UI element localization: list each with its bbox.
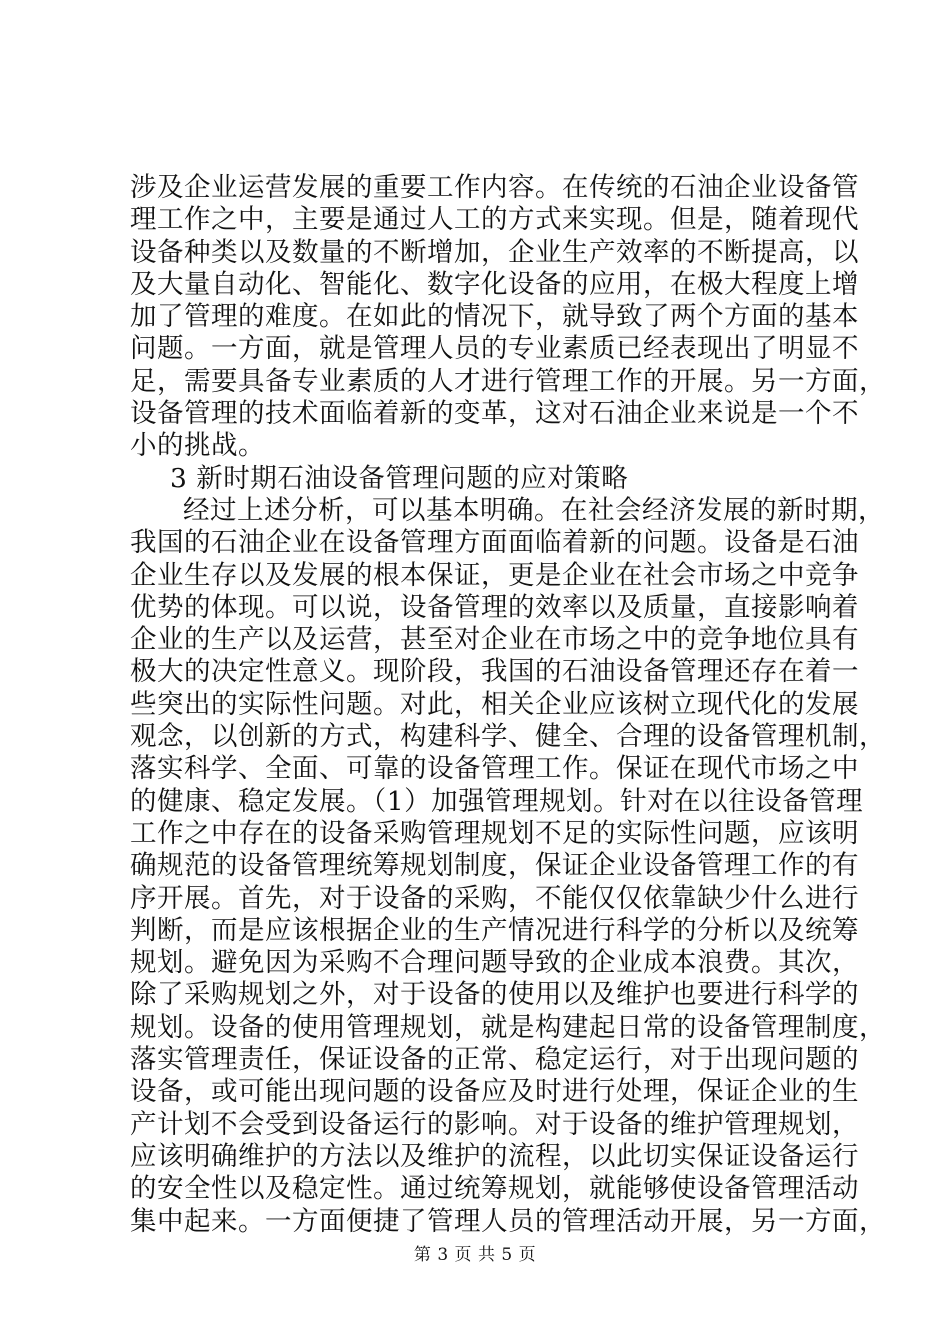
text-line: 规划。避免因为采购不合理问题导致的企业成本浪费。其次， bbox=[130, 947, 859, 979]
text-line: 的健康、稳定发展。（1）加强管理规划。针对在以往设备管理 bbox=[130, 785, 864, 817]
text-line: 集中起来。一方面便捷了管理人员的管理活动开展，另一方面， bbox=[130, 1205, 886, 1237]
text-line: 问题。一方面，就是管理人员的专业素质已经表现出了明显不 bbox=[130, 333, 859, 365]
text-line: 优势的体现。可以说，设备管理的效率以及质量，直接影响着 bbox=[130, 591, 859, 623]
text-line: 小的挑战。 bbox=[130, 430, 265, 462]
text-line: 及大量自动化、智能化、数字化设备的应用，在极大程度上增 bbox=[130, 268, 859, 300]
text-line: 确规范的设备管理统筹规划制度，保证企业设备管理工作的有 bbox=[130, 850, 859, 882]
text-line: 加了管理的难度。在如此的情况下，就导致了两个方面的基本 bbox=[130, 301, 859, 333]
text-line: 落实科学、全面、可靠的设备管理工作。保证在现代市场之中 bbox=[130, 753, 859, 785]
text-line: 产计划不会受到设备运行的影响。对于设备的维护管理规划， bbox=[130, 1108, 859, 1140]
text-line: 工作之中存在的设备采购管理规划不足的实际性问题，应该明 bbox=[130, 817, 859, 849]
text-line: 落实管理责任，保证设备的正常、稳定运行，对于出现问题的 bbox=[130, 1044, 859, 1076]
text-line: 些突出的实际性问题。对此，相关企业应该树立现代化的发展 bbox=[130, 688, 859, 720]
text-line: 序开展。首先，对于设备的采购，不能仅仅依靠缺少什么进行 bbox=[130, 882, 859, 914]
text-line: 除了采购规划之外，对于设备的使用以及维护也要进行科学的 bbox=[130, 979, 859, 1011]
text-line: 的安全性以及稳定性。通过统筹规划，就能够使设备管理活动 bbox=[130, 1173, 859, 1205]
text-line: 企业的生产以及运营，甚至对企业在市场之中的竞争地位具有 bbox=[130, 624, 859, 656]
page-number-footer: 第 3 页 共 5 页 bbox=[413, 1245, 537, 1265]
text-line: 足，需要具备专业素质的人才进行管理工作的开展。另一方面， bbox=[130, 365, 886, 397]
text-line: 极大的决定性意义。现阶段，我国的石油设备管理还存在着一 bbox=[130, 656, 859, 688]
text-line: 设备种类以及数量的不断增加，企业生产效率的不断提高，以 bbox=[130, 236, 859, 268]
text-line: 应该明确维护的方法以及维护的流程，以此切实保证设备运行 bbox=[130, 1140, 859, 1172]
text-line: 判断，而是应该根据企业的生产情况进行科学的分析以及统筹 bbox=[130, 914, 859, 946]
text-line: 规划。设备的使用管理规划，就是构建起日常的设备管理制度， bbox=[130, 1011, 886, 1043]
text-line: 观念，以创新的方式，构建科学、健全、合理的设备管理机制， bbox=[130, 721, 886, 753]
text-line: 设备，或可能出现问题的设备应及时进行处理，保证企业的生 bbox=[130, 1076, 859, 1108]
text-line: 设备管理的技术面临着新的变革，这对石油企业来说是一个不 bbox=[130, 398, 859, 430]
text-line: 企业生存以及发展的根本保证，更是企业在社会市场之中竞争 bbox=[130, 559, 859, 591]
text-line: 理工作之中，主要是通过人工的方式来实现。但是，随着现代 bbox=[130, 204, 859, 236]
body-text bbox=[130, 172, 886, 1238]
section-heading: 3 新时期石油设备管理问题的应对策略 bbox=[170, 462, 629, 494]
paragraph-first-line: 经过上述分析，可以基本明确。在社会经济发展的新时期， bbox=[183, 494, 885, 526]
text-line: 涉及企业运营发展的重要工作内容。在传统的石油企业设备管 bbox=[130, 172, 859, 203]
text-line: 我国的石油企业在设备管理方面面临着新的问题。设备是石油 bbox=[130, 527, 859, 559]
